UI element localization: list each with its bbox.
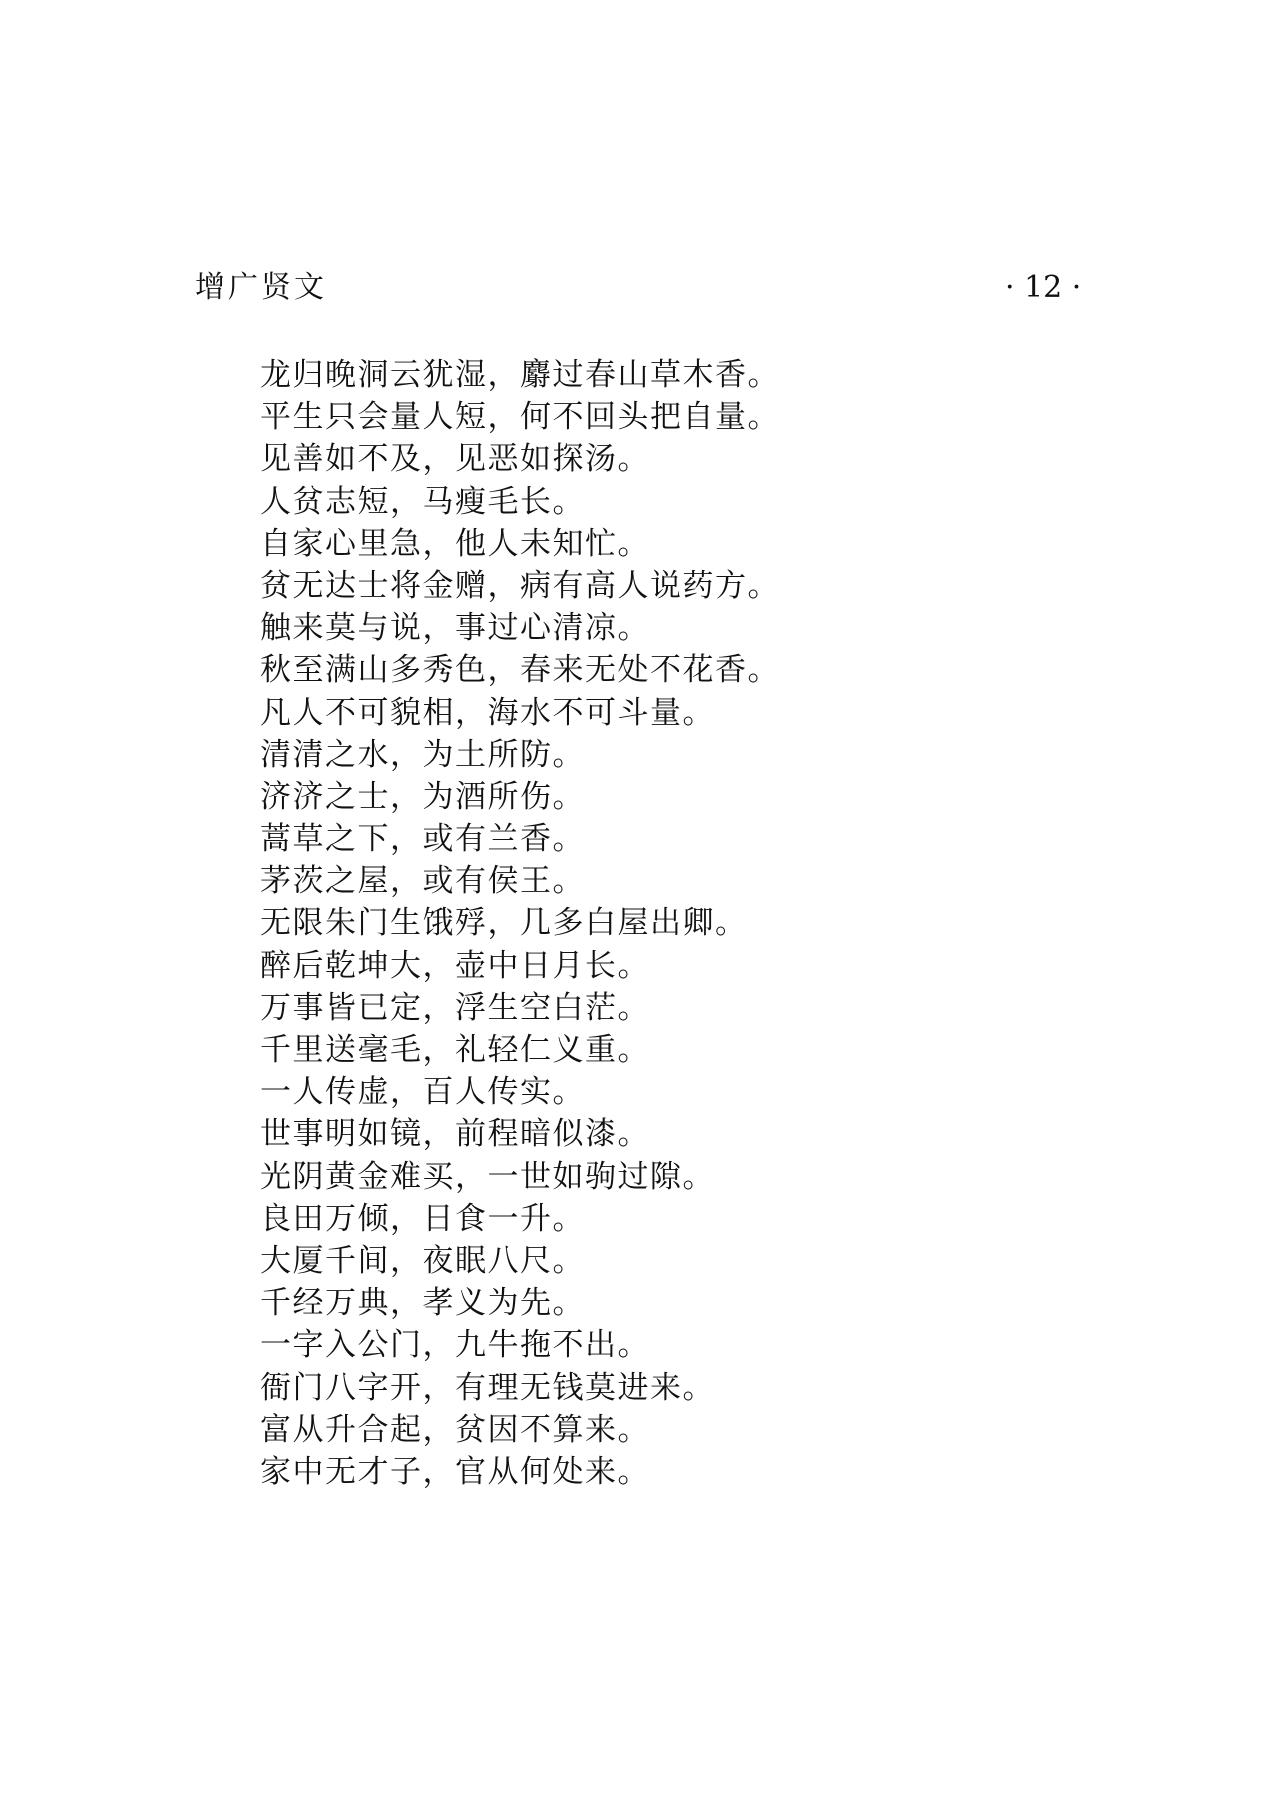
verse-line: 茅茨之屋，或有侯王。	[260, 863, 585, 900]
verse-line: 秋至满山多秀色，春来无处不花香。	[260, 652, 780, 689]
verse-line: 一字入公门，九牛拖不出。	[260, 1327, 650, 1364]
verse-line: 千经万典，孝义为先。	[260, 1285, 585, 1322]
verse-line: 龙归晚洞云犹湿，麝过春山草木香。	[260, 357, 780, 393]
verse-line: 清清之水，为土所防。	[260, 736, 585, 773]
page-number: · 12 ·	[1005, 270, 1082, 305]
verse-line: 见善如不及，见恶如探汤。	[260, 441, 650, 478]
verse-line: 家中无才子，官从何处来。	[260, 1453, 650, 1490]
verse-line: 醉后乾坤大，壶中日月长。	[260, 947, 650, 984]
verse-line: 良田万倾，日食一升。	[260, 1200, 585, 1237]
verse-line: 万事皆已定，浮生空白茫。	[260, 989, 650, 1026]
verse-line: 自家心里急，他人未知忙。	[260, 525, 650, 562]
verse-line: 世事明如镜，前程暗似漆。	[260, 1116, 650, 1153]
verse-list	[260, 354, 780, 1493]
verse-line: 大厦千间，夜眠八尺。	[260, 1242, 585, 1279]
verse-line: 富从升合起，贫因不算来。	[260, 1411, 650, 1448]
running-title: 增广贤文	[195, 270, 327, 305]
verse-line: 凡人不可貌相，海水不可斗量。	[260, 694, 715, 731]
verse-line: 千里送毫毛，礼轻仁义重。	[260, 1032, 650, 1068]
verse-line: 光阴黄金难买，一世如驹过隙。	[260, 1158, 715, 1195]
verse-line: 人贫志短，马瘦毛长。	[260, 483, 585, 520]
verse-line: 贫无达士将金赠，病有高人说药方。	[260, 567, 780, 604]
verse-line: 无限朱门生饿殍，几多白屋出卿。	[260, 905, 748, 942]
verse-line: 衙门八字开，有理无钱莫进来。	[260, 1369, 715, 1406]
verse-line: 蒿草之下，或有兰香。	[260, 821, 585, 858]
verse-line: 触来莫与说，事过心清凉。	[260, 610, 650, 647]
verse-line: 济济之士，为酒所伤。	[260, 778, 585, 815]
verse-line: 一人传虚，百人传实。	[260, 1074, 585, 1111]
verse-line: 平生只会量人短，何不回头把自量。	[260, 399, 780, 436]
